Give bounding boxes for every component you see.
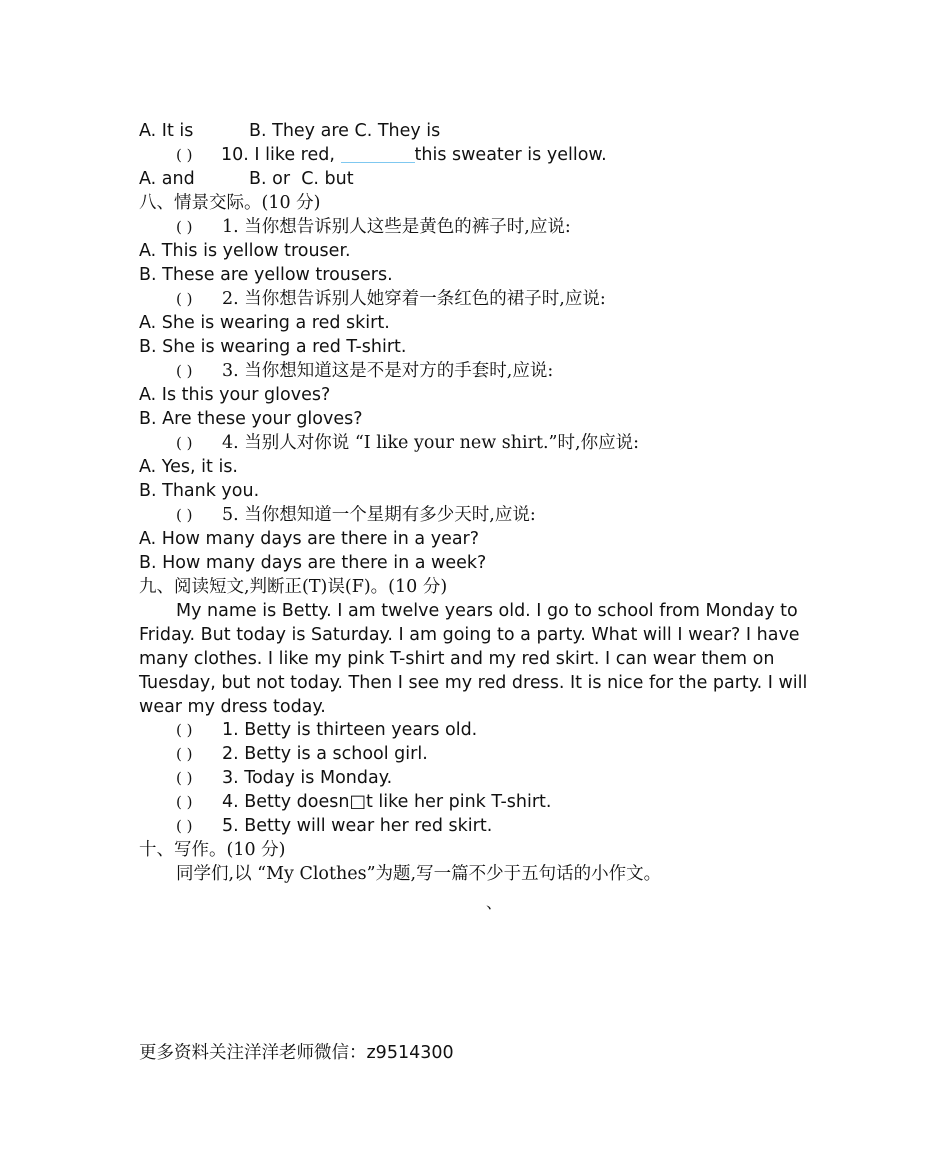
- answer-paren: ( ): [176, 817, 193, 835]
- s8-q1-option-b: B. These are yellow trousers.: [139, 265, 393, 285]
- answer-paren: ( ): [176, 745, 193, 763]
- s9-q4: [176, 790, 551, 814]
- question-text: 4. 当别人对你说 “I like your new shirt.”时,你应说:: [222, 433, 639, 453]
- answer-paren: ( ): [176, 793, 193, 811]
- section-9-title: 九、阅读短文,判断正(T)误(F)。(10 分): [139, 577, 448, 597]
- writing-prompt: 同学们,以 “My Clothes”为题,写一篇不少于五句话的小作文。: [176, 864, 662, 884]
- s8-q2-stem: [176, 287, 606, 311]
- question-text: 2. 当你想告诉别人她穿着一条红色的裙子时,应说:: [222, 289, 606, 309]
- answer-paren: ( ): [176, 218, 193, 236]
- fill-blank[interactable]: [341, 144, 415, 163]
- statement-text: 3. Today is Monday.: [222, 768, 393, 788]
- s9-q2: [176, 742, 428, 766]
- question-text: 1. 当你想告诉别人这些是黄色的裤子时,应说:: [222, 217, 571, 237]
- q10-option-b: B. or: [249, 169, 291, 189]
- question-text: 3. 当你想知道这是不是对方的手套时,应说:: [222, 361, 554, 381]
- s8-q5-option-b: B. How many days are there in a week?: [139, 553, 487, 573]
- statement-text: 1. Betty is thirteen years old.: [222, 720, 478, 740]
- question-text: 5. 当你想知道一个星期有多少天时,应说:: [222, 505, 536, 525]
- footer-note: 更多资料关注洋洋老师微信：z9514300: [139, 1043, 454, 1063]
- q9-option-c: C. They is: [354, 121, 441, 141]
- s8-q5-option-a: A. How many days are there in a year?: [139, 529, 480, 549]
- q9-option-a: A. It is: [139, 121, 194, 141]
- answer-paren: ( ): [176, 362, 193, 380]
- q10-options: [139, 167, 354, 191]
- section-10-title: 十、写作。(10 分): [139, 840, 286, 860]
- s9-q5: [176, 814, 492, 838]
- s8-q3-option-a: A. Is this your gloves?: [139, 385, 331, 405]
- s8-q1-option-a: A. This is yellow trouser.: [139, 241, 351, 261]
- s8-q5-stem: [176, 503, 536, 527]
- s8-q3-stem: [176, 359, 553, 383]
- s9-q3: [176, 766, 392, 790]
- passage-text: My name is Betty. I am twelve years old. I go to school from Monday to Friday. But today is Saturday. I am going to a party. What will I wear? I have many clothes. I like my pink T-shirt and my red skirt. I can wear them on Tuesday, but not today. Then I see my red dress. It is nice for the party. I will wear my dress today.: [139, 601, 808, 717]
- statement-text: 4. Betty doesn□t like her pink T-shirt.: [222, 792, 552, 812]
- q10-text: 10. I like red,: [221, 145, 341, 165]
- answer-paren: ( ): [176, 146, 193, 164]
- s9-q1: [176, 718, 477, 742]
- s8-q1-stem: [176, 215, 571, 239]
- stray-mark: 、: [486, 893, 503, 912]
- q10-option-c: C. but: [301, 169, 354, 189]
- q10-text-rest: this sweater is yellow.: [414, 145, 607, 165]
- s8-q4-stem: [176, 431, 639, 455]
- section-8-title: 八、情景交际。(10 分): [139, 193, 321, 213]
- answer-paren: ( ): [176, 290, 193, 308]
- s8-q2-option-a: A. She is wearing a red skirt.: [139, 313, 390, 333]
- answer-paren: ( ): [176, 506, 193, 524]
- s8-q4-option-a: A. Yes, it is.: [139, 457, 238, 477]
- s8-q3-option-b: B. Are these your gloves?: [139, 409, 363, 429]
- q9-option-b: B. They are: [249, 121, 349, 141]
- reading-passage: [139, 599, 819, 719]
- s8-q2-option-b: B. She is wearing a red T-shirt.: [139, 337, 407, 357]
- answer-paren: ( ): [176, 434, 193, 452]
- q9-options: [139, 119, 440, 143]
- q10-option-a: A. and: [139, 169, 195, 189]
- statement-text: 5. Betty will wear her red skirt.: [222, 816, 493, 836]
- answer-paren: ( ): [176, 769, 193, 787]
- statement-text: 2. Betty is a school girl.: [222, 744, 428, 764]
- s8-q4-option-b: B. Thank you.: [139, 481, 260, 501]
- q10-stem: [176, 143, 607, 167]
- answer-paren: ( ): [176, 721, 193, 739]
